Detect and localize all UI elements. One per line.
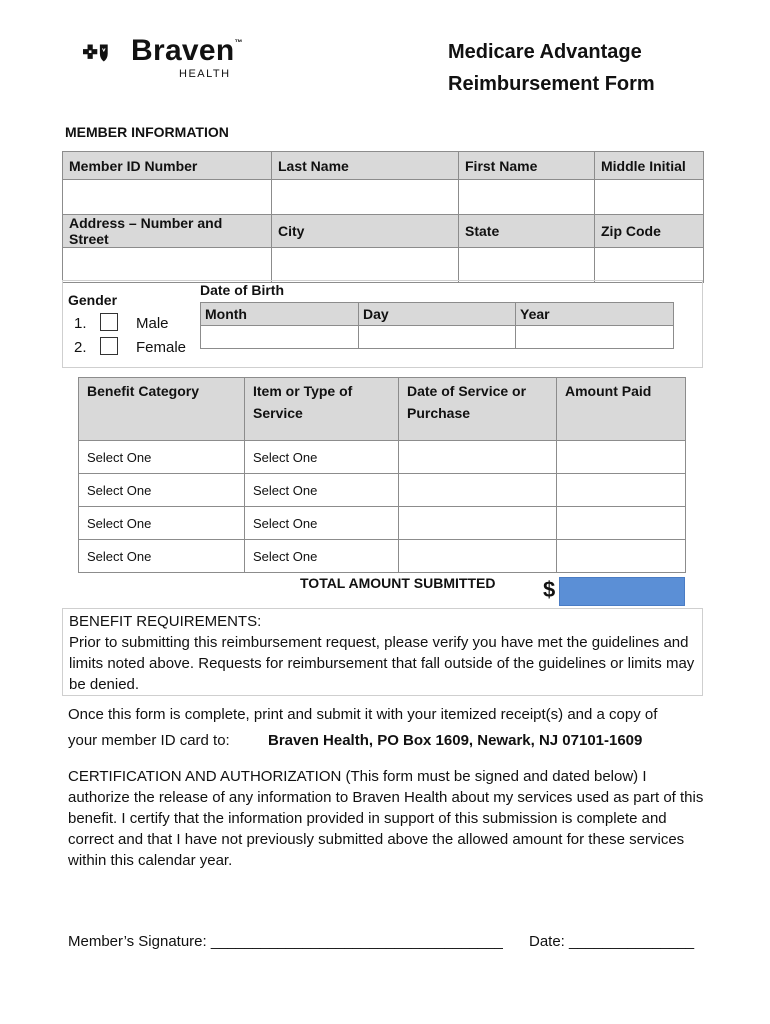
- amount-paid-field[interactable]: [557, 441, 686, 474]
- male-checkbox[interactable]: [100, 313, 118, 331]
- first-name-field[interactable]: [459, 180, 595, 215]
- form-title-line1: Medicare Advantage: [448, 41, 642, 63]
- item-type-select[interactable]: Select One: [245, 507, 399, 540]
- benefit-requirements-box: [62, 608, 703, 696]
- benefit-category-select[interactable]: Select One: [79, 507, 245, 540]
- date-of-service-field[interactable]: [399, 540, 557, 573]
- zip-code-label: Zip Code: [595, 215, 704, 248]
- date-of-service-field[interactable]: [399, 441, 557, 474]
- zip-code-field[interactable]: [595, 248, 704, 283]
- dob-day-label: Day: [359, 303, 516, 326]
- total-amount-field[interactable]: [559, 577, 685, 606]
- cross-shield-icon: [83, 40, 109, 66]
- member-info-heading: MEMBER INFORMATION: [65, 124, 229, 140]
- benefit-category-select[interactable]: Select One: [79, 474, 245, 507]
- signature-date-line[interactable]: Date: _______________: [529, 933, 695, 950]
- requirements-text: Prior to submitting this reimbursement request, please verify you have met the guidelines and limits noted above. Requests for reimbursement that fall outside of the guidelines or limits may be denied.: [69, 634, 695, 693]
- table-row: [79, 441, 686, 474]
- item-type-select[interactable]: Select One: [245, 441, 399, 474]
- date-of-service-field[interactable]: [399, 474, 557, 507]
- dob-month-label: Month: [201, 303, 359, 326]
- item-type-select[interactable]: Select One: [245, 540, 399, 573]
- member-id-label: Member ID Number: [63, 152, 272, 180]
- date-of-service-field[interactable]: [399, 507, 557, 540]
- item-type-header: Item or Type of Service: [245, 378, 399, 441]
- table-row: [79, 540, 686, 573]
- dob-year-label: Year: [516, 303, 674, 326]
- gender-option-female[interactable]: 2. Female: [74, 339, 187, 356]
- dob-label: Date of Birth: [200, 282, 284, 298]
- amount-paid-field[interactable]: [557, 474, 686, 507]
- submission-instructions-line2: your member ID card to:: [68, 732, 230, 749]
- logo-wordmark: Braven™: [131, 34, 243, 67]
- gender-label: Gender: [68, 292, 118, 308]
- amount-paid-field[interactable]: [557, 507, 686, 540]
- middle-initial-label: Middle Initial: [595, 152, 704, 180]
- first-name-label: First Name: [459, 152, 595, 180]
- table-row: [79, 474, 686, 507]
- dob-year-field[interactable]: [516, 326, 674, 349]
- city-label: City: [272, 215, 459, 248]
- last-name-field[interactable]: [272, 180, 459, 215]
- amount-paid-field[interactable]: [557, 540, 686, 573]
- dob-day-field[interactable]: [359, 326, 516, 349]
- state-field[interactable]: [459, 248, 595, 283]
- dollar-sign: $: [543, 577, 556, 602]
- city-field[interactable]: [272, 248, 459, 283]
- certification-text: CERTIFICATION AND AUTHORIZATION (This form must be signed and dated below) I authorize the release of any information to Braven Health about my services used as part of this benefit. I certify that the information provided in support of this submission is complete and correct and that I have not previously submitted above the allowed amount for these services within this calendar year.: [68, 768, 704, 869]
- dob-month-field[interactable]: [201, 326, 359, 349]
- table-row: [79, 507, 686, 540]
- address-field[interactable]: [63, 248, 272, 283]
- benefit-category-select[interactable]: Select One: [79, 540, 245, 573]
- form-title: [448, 36, 748, 100]
- amount-paid-header: Amount Paid: [557, 378, 686, 441]
- gender-option-male[interactable]: 1. Male: [74, 315, 169, 332]
- braven-health-logo: [83, 36, 243, 84]
- member-signature-line[interactable]: Member’s Signature: ___________________________________: [68, 933, 503, 950]
- submission-instructions-line1: Once this form is complete, print and submit it with your itemized receipt(s) and a copy of: [68, 706, 658, 723]
- middle-initial-field[interactable]: [595, 180, 704, 215]
- address-label: Address – Number and Street: [63, 215, 272, 248]
- total-amount-label: TOTAL AMOUNT SUBMITTED: [300, 575, 496, 591]
- requirements-title: BENEFIT REQUIREMENTS:: [69, 613, 262, 630]
- last-name-label: Last Name: [272, 152, 459, 180]
- benefit-category-header: Benefit Category: [79, 378, 245, 441]
- item-type-select[interactable]: Select One: [245, 474, 399, 507]
- form-title-line2: Reimbursement Form: [448, 73, 655, 95]
- member-info-table: [62, 151, 704, 283]
- female-checkbox[interactable]: [100, 337, 118, 355]
- state-label: State: [459, 215, 595, 248]
- date-of-service-header: Date of Service or Purchase: [399, 378, 557, 441]
- mailing-address: Braven Health, PO Box 1609, Newark, NJ 07101-1609: [268, 732, 643, 749]
- benefit-category-select[interactable]: Select One: [79, 441, 245, 474]
- member-id-field[interactable]: [63, 180, 272, 215]
- logo-subtitle: HEALTH: [179, 68, 231, 80]
- benefit-table: [78, 377, 686, 573]
- dob-table: [200, 302, 674, 349]
